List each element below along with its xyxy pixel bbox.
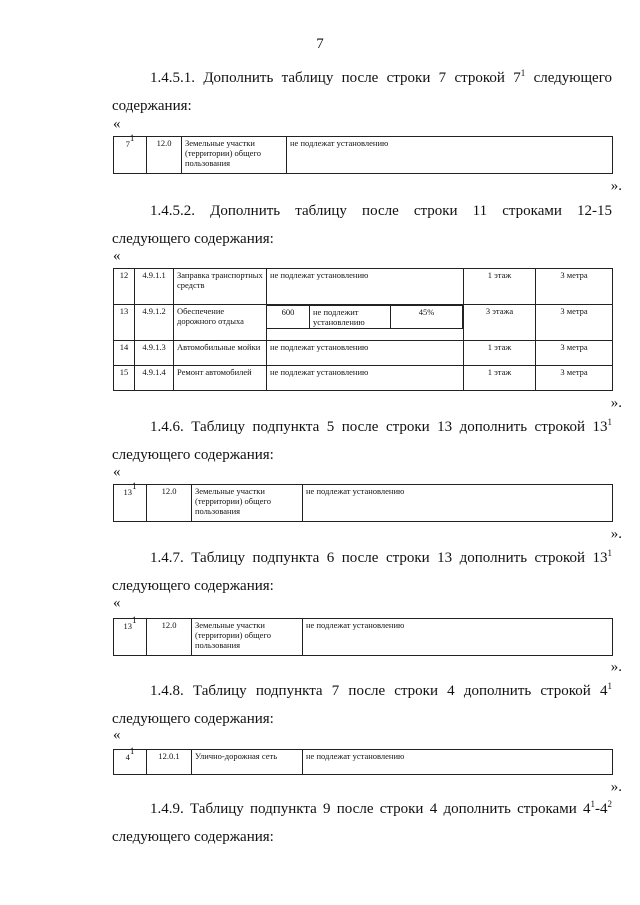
close-quote: ». bbox=[610, 395, 622, 411]
close-quote: ». bbox=[610, 659, 622, 675]
row-name: Улично-дорожная сеть bbox=[192, 750, 303, 775]
row-number: 13 bbox=[114, 305, 135, 341]
paragraph-text: следующего содержания: bbox=[112, 231, 274, 247]
open-quote: « bbox=[113, 248, 121, 264]
paragraph-text: 1.4.8. Таблицу подпункта 7 после строки 4 дополнить строкой 4 bbox=[150, 683, 608, 699]
row-value: не подлежат установлению bbox=[267, 269, 464, 305]
row-name: Заправка транспортных средств bbox=[174, 269, 267, 305]
paragraph-text: -4 bbox=[595, 801, 608, 817]
paragraph-text: следующего содержания: bbox=[112, 447, 274, 463]
paragraph-1-4-6 bbox=[112, 413, 612, 469]
superscript: 1 bbox=[520, 68, 526, 78]
paragraph-text: следующего содержания: bbox=[112, 578, 274, 594]
row-value: не подлежат установлению bbox=[303, 750, 613, 775]
table-row bbox=[114, 137, 613, 174]
page-number: 7 bbox=[316, 36, 324, 52]
paragraph-1-4-7 bbox=[112, 544, 612, 600]
row-name: Ремонт автомобилей bbox=[174, 366, 267, 391]
close-quote: ». bbox=[610, 526, 622, 542]
table-insert-4-1 bbox=[113, 746, 613, 775]
row-code: 12.0 bbox=[147, 137, 182, 174]
row-code: 4.9.1.1 bbox=[135, 269, 174, 305]
paragraph-text: 1.4.5.1. Дополнить таблицу после строки 7 строкой 7 bbox=[150, 70, 521, 86]
row-number: 14 bbox=[114, 341, 135, 366]
paragraph-1-4-5-1 bbox=[112, 64, 612, 120]
row-percent: 45% bbox=[391, 306, 463, 329]
superscript: 2 bbox=[607, 799, 612, 809]
table-row bbox=[114, 366, 613, 391]
paragraph-text: содержания: bbox=[112, 98, 192, 114]
close-quote: ». bbox=[610, 178, 622, 194]
paragraph-text: 1.4.6. Таблицу подпункта 5 после строки 13 дополнить строкой 13 bbox=[150, 419, 608, 435]
paragraph-1-4-9 bbox=[112, 795, 612, 851]
open-quote: « bbox=[113, 464, 121, 480]
table-row bbox=[114, 485, 613, 522]
row-height: 3 метра bbox=[536, 366, 613, 391]
row-height: 3 метра bbox=[536, 269, 613, 305]
row-name: Земельные участки (территории) общего пользования bbox=[192, 485, 303, 522]
open-quote: « bbox=[113, 595, 121, 611]
table-row bbox=[114, 341, 613, 366]
paragraph-text: 1.4.7. Таблицу подпункта 6 после строки 13 дополнить строкой 13 bbox=[150, 550, 608, 566]
row-value: не подлежат установлению bbox=[303, 619, 613, 656]
row-code: 12.0.1 bbox=[147, 750, 192, 775]
row-height: 3 метра bbox=[536, 305, 613, 341]
table-row bbox=[114, 305, 613, 341]
row-name: Земельные участки (территории) общего пользования bbox=[192, 619, 303, 656]
row-value: не подлежат установлению bbox=[267, 341, 464, 366]
superscript: 1 bbox=[607, 681, 612, 691]
row-value: не подлежат установлению bbox=[287, 137, 613, 174]
row-code: 4.9.1.3 bbox=[135, 341, 174, 366]
paragraph-text: следующего содержания: bbox=[112, 829, 274, 845]
superscript: 1 bbox=[590, 799, 595, 809]
open-quote: « bbox=[113, 116, 121, 132]
row-number: $4^1$ bbox=[114, 750, 147, 775]
table-insert-7-1 bbox=[113, 133, 613, 174]
row-floors: 3 этажа bbox=[464, 305, 536, 341]
row-name: Земельные участки (территории) общего пользования bbox=[182, 137, 287, 174]
row-floors: 1 этаж bbox=[464, 269, 536, 305]
row-number: 15 bbox=[114, 366, 135, 391]
row-area: 600 bbox=[267, 306, 310, 329]
paragraph-text: 1.4.5.2. Дополнить таблицу после строки 11 строками 12-15 bbox=[150, 203, 612, 219]
table-row bbox=[114, 750, 613, 775]
row-value-split bbox=[267, 305, 464, 341]
row-code: 12.0 bbox=[147, 619, 192, 656]
close-quote: ». bbox=[610, 779, 622, 795]
paragraph-text: 1.4.9. Таблицу подпункта 9 после строки 4 дополнить строками 4 bbox=[150, 801, 591, 817]
row-floors: 1 этаж bbox=[464, 366, 536, 391]
table-insert-12-15 bbox=[113, 268, 613, 391]
row-code: 4.9.1.2 bbox=[135, 305, 174, 341]
row-code: 12.0 bbox=[147, 485, 192, 522]
row-number: $13^1$ bbox=[114, 619, 147, 656]
row-name: Обеспечение дорожного отдыха bbox=[174, 305, 267, 341]
paragraph-text: следующего содержания: bbox=[112, 711, 274, 727]
row-number: $7^1$ bbox=[114, 137, 147, 174]
superscript: 1 bbox=[607, 548, 612, 558]
table-row bbox=[114, 619, 613, 656]
row-height: 3 метра bbox=[536, 341, 613, 366]
paragraph-1-4-8 bbox=[112, 677, 612, 733]
row-value: не подлежат установлению bbox=[303, 485, 613, 522]
paragraph-text: следующего bbox=[525, 70, 612, 86]
superscript: 1 bbox=[607, 417, 612, 427]
table-insert-13-1-sub6 bbox=[113, 615, 613, 656]
row-number: $13^1$ bbox=[114, 485, 147, 522]
row-code: 4.9.1.4 bbox=[135, 366, 174, 391]
row-subvalue: не подлежит установлению bbox=[310, 306, 391, 329]
row-floors: 1 этаж bbox=[464, 341, 536, 366]
paragraph-1-4-5-2 bbox=[112, 197, 612, 253]
row-name: Автомобильные мойки bbox=[174, 341, 267, 366]
row-number: 12 bbox=[114, 269, 135, 305]
row-value: не подлежат установлению bbox=[267, 366, 464, 391]
open-quote: « bbox=[113, 727, 121, 743]
table-row bbox=[114, 269, 613, 305]
table-insert-13-1-sub5 bbox=[113, 481, 613, 522]
